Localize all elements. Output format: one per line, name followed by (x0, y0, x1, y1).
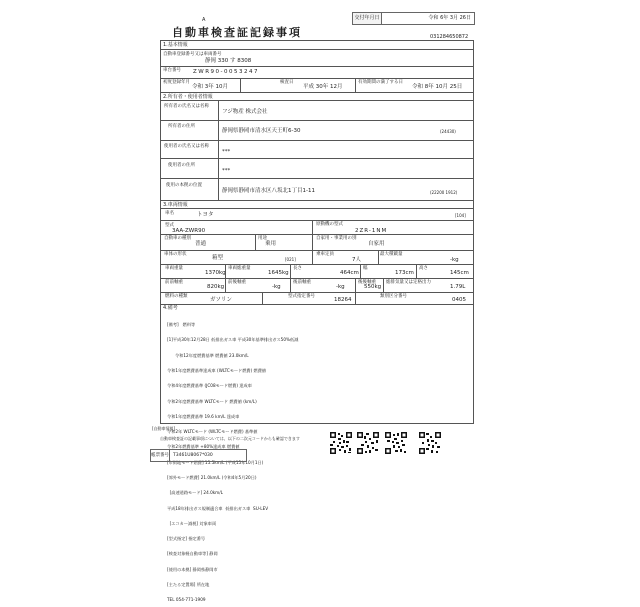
divider (290, 264, 291, 278)
remark-line: 令和1年度燃費基準達成車 (WLTCモード燃費) 燃費値 (167, 368, 267, 374)
vin-label: 車台番号 (163, 68, 181, 73)
page-title: 自動車検査証記録事項 (172, 26, 302, 39)
divider (160, 220, 473, 221)
divider (312, 220, 313, 234)
remark-line: TEL 054-771-1909 (167, 597, 206, 603)
owner-address-code: (24430) (440, 129, 456, 134)
front-rear-axle-label: 前後軸重 (228, 280, 246, 285)
qr-code-icon (419, 432, 441, 454)
divider (312, 234, 313, 250)
remark-line: [検査対象軽自動車等] 静岡 (167, 551, 218, 557)
divider (160, 140, 473, 141)
divider (225, 278, 226, 292)
divider (160, 78, 473, 79)
remarks-section-label: 4.備考 (163, 305, 178, 311)
divider (160, 92, 473, 93)
max-load-label: 最大積載量 (380, 252, 403, 257)
divider (160, 66, 473, 67)
model-number-label: 型式指定番号 (288, 294, 315, 299)
remark-line: [型式指定] 指定番号 (167, 536, 206, 542)
issue-date-box (352, 12, 475, 25)
height-value: 145cm (450, 270, 469, 276)
type-value: 3AA-ZWR90 (172, 228, 206, 234)
divider (378, 250, 379, 264)
expiry-label: 有効期間の満了する日 (358, 80, 403, 85)
class-number-value: 0405 (452, 297, 466, 303)
document-serial: 031284650872 (430, 34, 469, 40)
remark-line: 令和12年度燃費基準 燃費値 23.0km/L (167, 352, 249, 358)
shape-value: 箱型 (212, 255, 224, 261)
width-label: 幅 (363, 266, 368, 271)
owner-name-label: 所有者の氏名又は名称 (164, 104, 209, 109)
private-label: 自家用・事業用の別 (316, 236, 357, 241)
divider (218, 100, 219, 200)
inspect-date-label: 検査日 (280, 80, 294, 85)
divider (262, 292, 263, 304)
remark-line: 令和1年度燃費基準 19.6 km/L 達成車 (167, 413, 240, 419)
length-label: 長さ (293, 266, 302, 271)
issue-date-label: 交付年月日 (353, 13, 382, 24)
qr-note: 自動車検査証の記載事項については、以下の二次元コードからも確認できます (160, 436, 300, 441)
divider (355, 78, 356, 92)
base-location-label: 使用の本拠の位置 (166, 183, 202, 188)
car-name-label: 車名 (165, 211, 174, 216)
basic-section-label: 1.基本情報 (163, 42, 188, 48)
divider (355, 292, 356, 304)
issue-date-value: 令和 6年 3月 26日 (428, 15, 471, 21)
remark-line: 平成18年排出ガス規制適合車 低排出ガス車 SU-LEV (167, 505, 269, 511)
fuel-value: ガソリン (210, 297, 233, 303)
divider (360, 264, 361, 278)
divider (160, 200, 473, 201)
rear-rear-axle-value: 550kg (364, 284, 382, 290)
divider (160, 158, 473, 159)
doc-number-value: T3461U8067*030 (173, 453, 213, 458)
divider (160, 292, 473, 293)
first-reg-label: 初度登録年月 (163, 80, 190, 85)
user-name-value: *** (222, 149, 231, 155)
divider (312, 250, 313, 264)
gross-weight-value: 1645kg (268, 270, 289, 276)
remark-line: 令和4年度燃費基準 (JC08モード燃費) 達成車 (167, 383, 252, 389)
motor-label: 原動機の型式 (316, 222, 343, 227)
base-location-value: 静岡県静岡市清水区八坂北1丁目1-11 (222, 188, 315, 194)
divider (160, 304, 473, 305)
front-front-axle-label: 前前軸重 (165, 280, 183, 285)
doc-mark: A (202, 17, 206, 23)
divider (290, 278, 291, 292)
divider (160, 264, 473, 265)
reg-number-label: 自動車登録番号又は車両番号 (163, 52, 222, 57)
use-value: 乗用 (265, 241, 277, 247)
user-address-label: 使用者の住所 (168, 163, 195, 168)
expiry-value: 令和 8年 10月 25日 (412, 84, 463, 90)
motor-value: 2ZR-1NM (355, 228, 388, 234)
car-name-code: [104] (455, 213, 466, 218)
use-label: 用途 (258, 236, 267, 241)
divider (160, 178, 473, 179)
remark-line: 令和2年燃費基準 +80%達成車 燃費値 (167, 444, 240, 450)
capacity-value: 7人 (352, 257, 361, 263)
kind-value: 普通 (195, 241, 207, 247)
divider (160, 208, 473, 209)
weight-value: 1370kg (205, 270, 226, 276)
displacement-label: 総排気量又は定格出力 (386, 280, 431, 285)
weight-label: 車両重量 (165, 266, 183, 271)
height-label: 高さ (419, 266, 428, 271)
remark-line: [エコカー減税] 対象車両 (167, 520, 217, 526)
private-value: 自家用 (368, 241, 385, 247)
remark-line: [主たる定置場] 所在地 (167, 581, 210, 587)
divider (160, 234, 473, 235)
doc-number-box (150, 449, 247, 462)
divider (383, 278, 384, 292)
divider (255, 234, 256, 250)
rear-front-axle-value: -kg (336, 284, 345, 290)
gross-weight-label: 車両総重量 (228, 266, 251, 271)
divider (160, 250, 473, 251)
rear-front-axle-label: 後前軸重 (293, 280, 311, 285)
vehicle-section-label: 3.車両情報 (163, 202, 188, 208)
fuel-label: 燃料の種類 (165, 294, 188, 299)
max-load-value: -kg (450, 257, 459, 263)
kind-label: 自動車の種別 (164, 236, 191, 241)
user-name-label: 使用者の氏名又は名称 (164, 144, 209, 149)
qr-code-icon (357, 432, 379, 454)
owner-address-label: 所有者の住所 (168, 124, 195, 129)
user-address-value: *** (222, 168, 231, 174)
car-name-value: トヨタ (197, 212, 214, 218)
qr-code-icon (385, 432, 407, 454)
model-number-value: 18264 (334, 297, 352, 303)
divider (160, 120, 473, 121)
length-value: 464cm (340, 270, 359, 276)
front-rear-axle-value: -kg (272, 284, 281, 290)
divider (225, 264, 226, 278)
remark-line: [郊外モード燃費] 21.0km/L (令和4年5月20日) (167, 475, 257, 480)
doc-number-label: 帳票番号 (151, 450, 170, 461)
divider (355, 278, 356, 292)
divider (160, 49, 473, 50)
base-location-code: (22200 1912) (430, 190, 458, 195)
owner-address-value: 静岡県静岡市清水区天王町6-30 (222, 128, 301, 134)
inspect-date-value: 平成 30年 12月 (303, 84, 343, 90)
reg-number-value: 静岡 330 す 8308 (205, 58, 252, 64)
remark-line: 令和2年 WLTCモード (WLTCモード燃費) 基準値 (167, 429, 258, 435)
remark-line: [高速道路モード] 24.0km/L (167, 490, 223, 496)
shape-label: 車体の形状 (164, 252, 187, 257)
divider (240, 78, 241, 92)
front-front-axle-value: 820kg (207, 284, 225, 290)
remark-line: [1]平成30年12月28日 低排出ガス車 平成30年基準排出ガス50%低減 (167, 337, 299, 343)
remark-line: [使用の本拠] 静岡県静岡市 (167, 566, 218, 572)
divider (160, 278, 473, 279)
class-number-label: 類別区分番号 (380, 294, 407, 299)
remark-line: [備考] 燃料等 (167, 322, 196, 328)
first-reg-value: 令和 3年 10月 (192, 84, 228, 90)
owner-name-value: フジ物産 株式会社 (222, 109, 268, 115)
type-label: 型式 (165, 223, 174, 228)
divider (416, 264, 417, 278)
shape-code: [021] (285, 257, 296, 262)
capacity-label: 乗車定員 (316, 252, 334, 257)
displacement-value: 1.79L (450, 284, 466, 290)
qr-code-icon (330, 432, 352, 454)
remark-line: 令和2年度燃費基準 WLTCモード 燃費値 (km/L) (167, 398, 257, 404)
car-info-label: [自動車情報] (152, 426, 176, 431)
vin-value: ZWR90-0053247 (193, 69, 260, 75)
owner-section-label: 2.所有者・使用者情報 (163, 94, 213, 100)
remark-line: [市街地モード燃費] 15.5km/L (平成15年10月1日) (167, 459, 264, 465)
width-value: 173cm (395, 270, 414, 276)
rear-rear-axle-label: 後後軸重 (358, 280, 376, 285)
divider (160, 100, 473, 101)
